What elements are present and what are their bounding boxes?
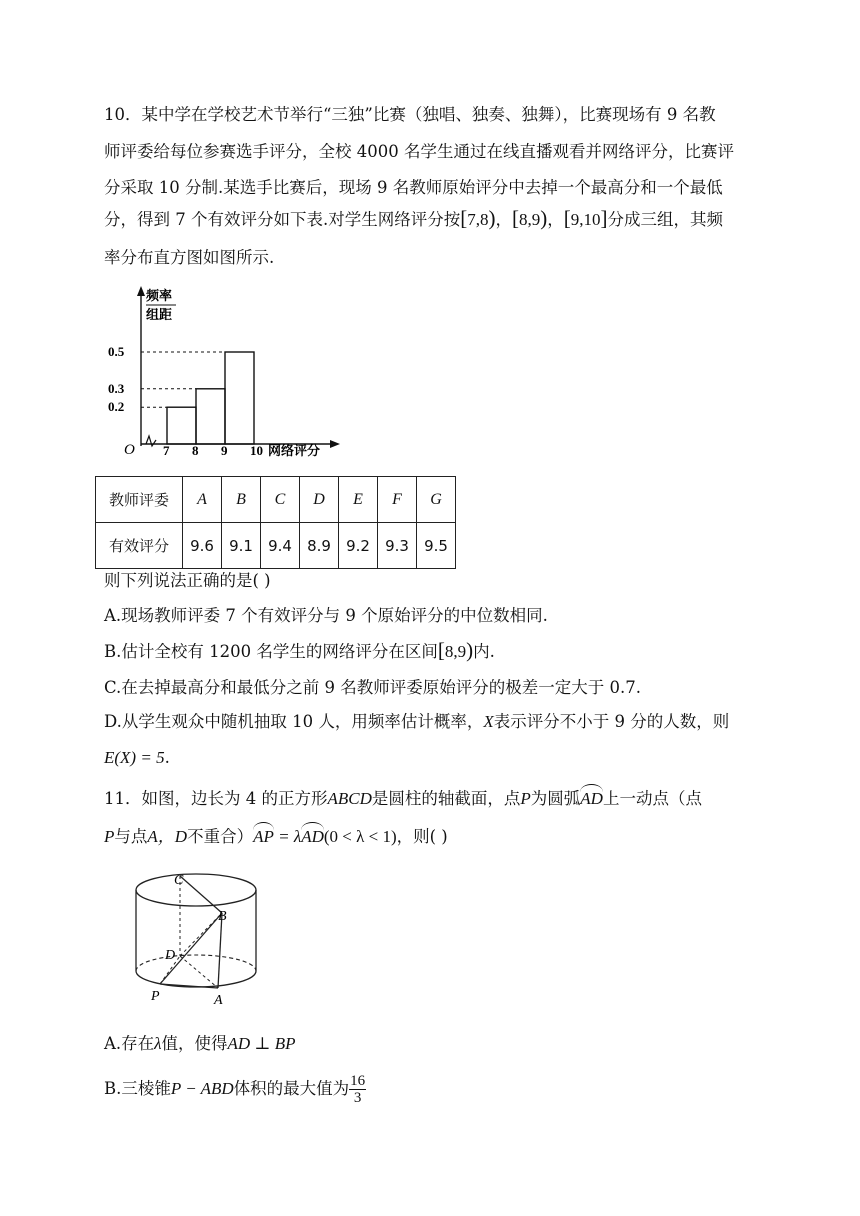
expectation-expr: E(X) = 5 [104, 748, 165, 767]
q11-line-1 [104, 788, 702, 810]
q11-option-a [104, 1033, 295, 1055]
table-row-scores [96, 523, 456, 569]
judge-cell: C [261, 477, 300, 523]
judge-cell: B [222, 477, 261, 523]
judge-cell: E [339, 477, 378, 523]
y-axis-arrow [137, 286, 145, 296]
q10-option-d-end: . [164, 748, 170, 767]
square-abcd: ABCD [327, 789, 372, 808]
score-cell: 9.6 [183, 523, 222, 569]
interval-9-10: [9,10] [563, 206, 608, 230]
x-tick-label: 9 [221, 443, 228, 458]
q10-option-d-text-a: D.从学生观众中随机抽取 10 人，用频率估计概率， [104, 712, 484, 731]
q10-line-4-text-a: 分，得到 7 个有效评分如下表.对学生网络评分按 [104, 210, 461, 229]
q11-line-1-text-c: 为圆弧 [530, 789, 581, 808]
cond-mid: = λ [273, 827, 302, 846]
bottom-ellipse-back [136, 955, 256, 971]
q11-option-b-text-a: B.三棱锥 [104, 1079, 171, 1098]
score-cell: 9.1 [222, 523, 261, 569]
q11-line-2 [104, 826, 448, 848]
point-p-2: P [104, 827, 115, 846]
q10-line-2: 师评委给每位参赛选手评分，全校 4000 名学生通过在线直播观看并网络评分，比赛评 [104, 142, 734, 161]
x-tick-label: 10 [250, 443, 263, 458]
table-head-scores: 有效评分 [96, 523, 183, 569]
var-x: X [483, 712, 494, 731]
points-a-d: A，D [147, 827, 188, 846]
edge-ba [218, 913, 222, 988]
score-cell: 9.3 [378, 523, 417, 569]
x-tick-label: 8 [192, 443, 199, 458]
y-axis-label-bottom: 组距 [146, 307, 173, 322]
interval-8-9-b: [8,9) [437, 638, 474, 662]
x-axis-label: 网络评分 [268, 443, 321, 458]
histogram-bar [225, 352, 254, 444]
q10-option-c: C.在去掉最高分和最低分之前 9 名教师评委原始评分的极差一定大于 0.7. [104, 678, 641, 697]
q11-line-1-text-b: 是圆柱的轴截面，点 [371, 789, 521, 808]
cylinder-figure [134, 868, 274, 1008]
label-d: D [165, 948, 176, 963]
q11-option-a-text-a: A.存在 [104, 1034, 155, 1053]
q10-line-3: 分采取 10 分制.某选手比赛后，现场 9 名教师原始评分中去掉一个最高分和一个最低 [104, 178, 723, 197]
judge-cell: F [378, 477, 417, 523]
fraction-16-3: $\frac{16}{3}$ [350, 1073, 366, 1106]
lambda: λ [154, 1034, 162, 1053]
q10-option-d-text-b: 表示评分不小于 9 分的人数，则 [493, 712, 730, 731]
label-a: A [214, 993, 223, 1008]
y-tick-label: 0.3 [108, 380, 125, 396]
arc-ad: AD [580, 789, 603, 808]
score-cell: 9.2 [339, 523, 378, 569]
table-head-judges: 教师评委 [96, 477, 183, 523]
q10-option-b [104, 639, 495, 663]
perp-expr: AD ⊥ BP [227, 1034, 296, 1053]
q11-option-b-text-b: 体积的最大值为 [233, 1079, 350, 1098]
judge-cell: G [417, 477, 456, 523]
score-table [95, 476, 456, 569]
judge-cell: A [183, 477, 222, 523]
q11-option-b [104, 1071, 366, 1107]
q11-line-1-text-d: 上一动点（点 [602, 789, 702, 808]
label-p: P [151, 989, 160, 1004]
arc-ap: AP [253, 827, 274, 846]
q11-line-1-text-a: 11．如图，边长为 4 的正方形 [104, 789, 328, 808]
q11-line-2-text-c: ，则( ) [396, 827, 448, 846]
x-axis-arrow [330, 440, 340, 448]
judge-cell: D [300, 477, 339, 523]
score-cell: 8.9 [300, 523, 339, 569]
interval-7-8: [7,8) [460, 206, 496, 230]
q10-option-a: A.现场教师评委 7 个有效评分与 9 个原始评分的中位数相同. [104, 606, 548, 625]
interval-8-9: [8,9) [511, 206, 548, 230]
x-tick-label: 7 [163, 443, 170, 458]
score-cell: 9.4 [261, 523, 300, 569]
frequency-histogram [106, 286, 346, 466]
y-tick-label: 0.5 [108, 344, 125, 359]
label-b: B [218, 909, 227, 924]
edge-da [180, 956, 218, 988]
origin-label: O [124, 442, 135, 458]
edge-cb [180, 876, 222, 913]
q10-question: 则下列说法正确的是( ) [104, 571, 271, 590]
histogram-bar [196, 389, 225, 444]
q10-line-4-text-b: 分成三组，其频 [607, 210, 723, 229]
point-p: P [520, 789, 531, 808]
q10-option-d [104, 711, 729, 733]
q10-line-1: 10．某中学在学校艺术节举行“三独”比赛（独唱、独奏、独舞），比赛现场有 9 名教 [104, 105, 716, 124]
histogram-bar [167, 407, 196, 444]
y-axis-label-top: 频率 [146, 288, 173, 303]
q11-line-2-text-b: 不重合） [187, 827, 254, 846]
histogram-group [108, 286, 340, 458]
label-c: C [174, 873, 184, 888]
q10-line-4: 分，得到 7 个有效评分如下表.对学生网络评分按[7,8)，[8,9)，[9,10]分成三组，其频 [104, 206, 723, 230]
q11-line-2-text-a: 与点 [114, 827, 148, 846]
y-tick-label: 0.2 [108, 399, 125, 415]
score-cell: 9.5 [417, 523, 456, 569]
cond-range: (0 < λ < 1) [323, 827, 397, 846]
q10-option-d-cont [104, 747, 170, 769]
bottom-ellipse-front [136, 971, 256, 987]
q10-line-5: 率分布直方图如图所示. [104, 248, 275, 267]
q10-option-b-text-b: 内. [473, 642, 495, 661]
q10-option-b-text-a: B.估计全校有 1200 名学生的网络评分在区间 [104, 642, 438, 661]
q11-option-a-text-b: 值，使得 [161, 1034, 228, 1053]
table-row-judges [96, 477, 456, 523]
arc-ad-2: AD [301, 827, 324, 846]
pyramid-expr: P − ABD [170, 1079, 234, 1098]
